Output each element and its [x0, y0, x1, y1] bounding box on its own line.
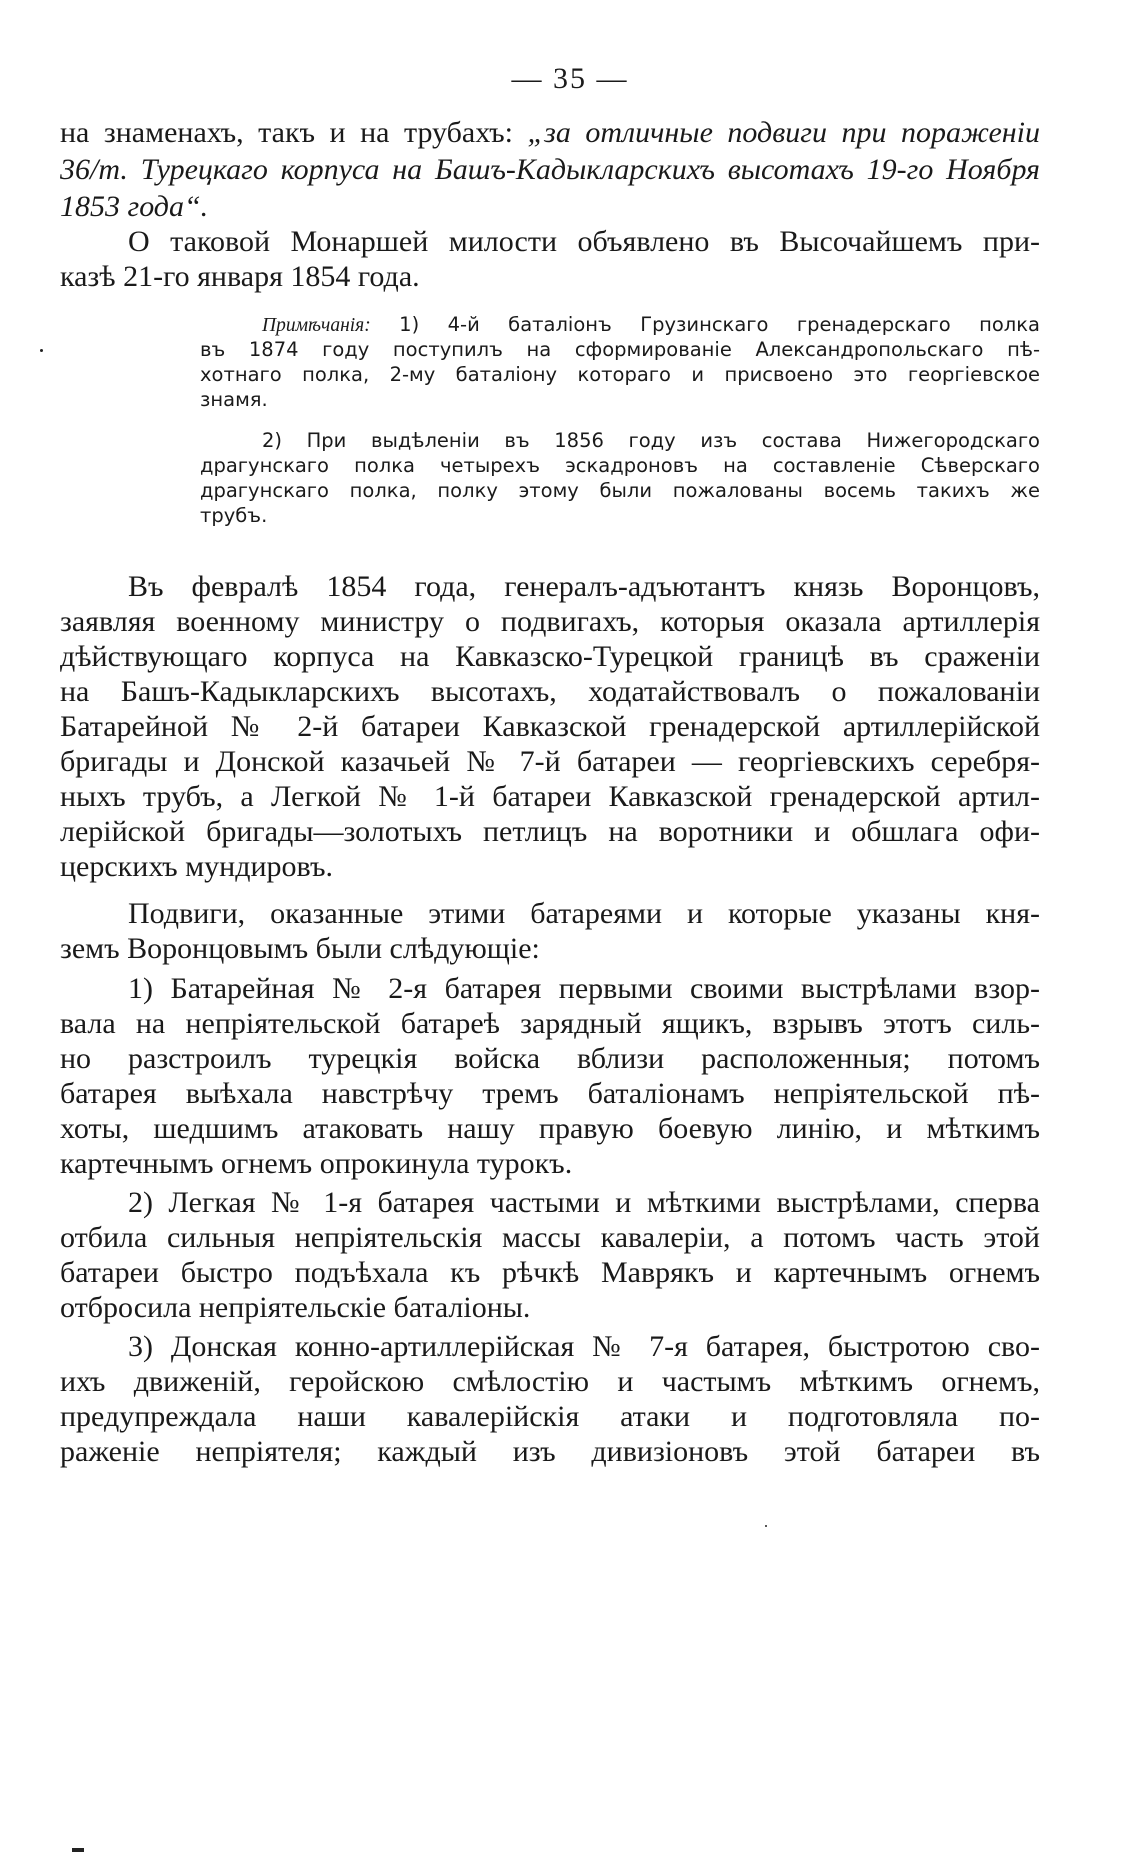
list-item-line: отбросила непріятельскіе баталіоны. — [60, 1291, 531, 1324]
list-item-line: ихъ движеній, геройскою смѣлостію и частымъ мѣткимъ огнемъ, — [60, 1365, 1040, 1398]
paragraph-line: земъ Воронцовымъ были слѣдующіе: — [60, 932, 540, 965]
paragraph-line: церскихъ мундировъ. — [60, 850, 333, 883]
list-item-line: батарея выѣхала навстрѣчу тремъ баталіонамъ непріятельской пѣ- — [60, 1077, 1040, 1110]
note-line: 2) При выдѣленіи въ 1856 году изъ состава Нижегородскаго — [262, 429, 1040, 452]
note-line: хотнаго полка, 2-му баталіону котораго и присвоено это георгіевское — [200, 363, 1040, 386]
scan-speck — [72, 1848, 84, 1852]
page-number: — 35 — — [511, 62, 629, 95]
paragraph-line: на Башъ-Кадыкларскихъ высотахъ, ходатайствовалъ о пожалованіи — [60, 675, 1040, 708]
paragraph-line: Подвиги, оказанные этими батареями и которые указаны кня- — [128, 897, 1040, 930]
list-item-line: но разстроилъ турецкія войска вблизи расположенныя; потомъ — [60, 1042, 1040, 1075]
scan-speck — [40, 349, 43, 352]
scan-speck — [765, 1525, 767, 1527]
note-line: трубъ. — [200, 504, 268, 527]
text-line — [60, 150, 1040, 190]
note-line: драгунскаго полка, полку этому были пожалованы восемь такихъ же — [200, 479, 1040, 502]
list-item-line: 1) Батарейная № 2-я батарея первыми своими выстрѣлами взор- — [128, 972, 1040, 1005]
list-item-line: раженіе непріятеля; каждый изъ дивизіоновъ этой батареи въ — [60, 1435, 1040, 1468]
text-line — [60, 187, 1040, 227]
paragraph-line: казѣ 21-го января 1854 года. — [60, 260, 420, 293]
list-item-line: 3) Донская конно-артиллерійская № 7-я батарея, быстротою сво- — [128, 1330, 1040, 1363]
paragraph-line: Въ февралѣ 1854 года, генералъ-адъютантъ князь Воронцовъ, — [128, 570, 1040, 603]
note-line — [262, 311, 1040, 339]
paragraph-line: лерійской бригады—золотыхъ петлицъ на воротники и обшлага офи- — [60, 815, 1040, 848]
list-item-line: предупреждала наши кавалерійскія атаки и подготовляла по- — [60, 1400, 1040, 1433]
note-text: 1) 4-й баталіонъ Грузинскаго гренадерскаго полка — [370, 313, 1040, 336]
italic-quote: „за отличные подвиги при пораженіи — [527, 116, 1040, 149]
list-item-line: отбила сильныя непріятельскія массы кавалеріи, а потомъ часть этой — [60, 1221, 1040, 1254]
paragraph-line: ныхъ трубъ, а Легкой № 1-й батареи Кавказской гренадерской артил- — [60, 780, 1040, 813]
list-item-line: батареи быстро подъѣхала къ рѣчкѣ Маврякъ и картечнымъ огнемъ — [60, 1256, 1040, 1289]
paragraph-line: О таковой Монаршей милости объявлено въ Высочайшемъ при- — [128, 225, 1040, 258]
paragraph-line: Батарейной № 2-й батареи Кавказской гренадерской артиллерійской — [60, 710, 1040, 743]
paragraph-line: дѣйствующаго корпуса на Кавказско-Турецкой границѣ въ сраженіи — [60, 640, 1040, 673]
paragraph-line: заявляя военному министру о подвигахъ, которыя оказала артиллерія — [60, 605, 1040, 638]
note-line: драгунскаго полка четырехъ эскадроновъ на составленіе Сѣверскаго — [200, 454, 1040, 477]
list-item-line: 2) Легкая № 1-я батарея частыми и мѣткими выстрѣлами, сперва — [128, 1186, 1040, 1219]
list-item-line: вала на непріятельской батареѣ зарядный ящикъ, взрывъ этотъ силь- — [60, 1007, 1040, 1040]
text-line — [60, 113, 1040, 153]
paragraph-line: бригады и Донской казачьей № 7-й батареи — георгіевскихъ серебря- — [60, 745, 1040, 778]
note-line: знамя. — [200, 388, 268, 411]
italic-quote: 1853 года“. — [60, 190, 209, 223]
list-item-line: картечнымъ огнемъ опрокинула турокъ. — [60, 1147, 573, 1180]
note-line: въ 1874 году поступилъ на сформированіе Александропольскаго пѣ- — [200, 338, 1040, 361]
notes-label: Примѣчанія: — [262, 315, 371, 336]
plain-text: на знаменахъ, такъ и на трубахъ: — [60, 116, 528, 149]
italic-quote: 36/т. Турецкаго корпуса на Башъ-Кадыкларскихъ высотахъ 19-го Ноября — [60, 153, 1040, 186]
list-item-line: хоты, шедшимъ атаковать нашу правую боевую линію, и мѣткимъ — [60, 1112, 1040, 1145]
